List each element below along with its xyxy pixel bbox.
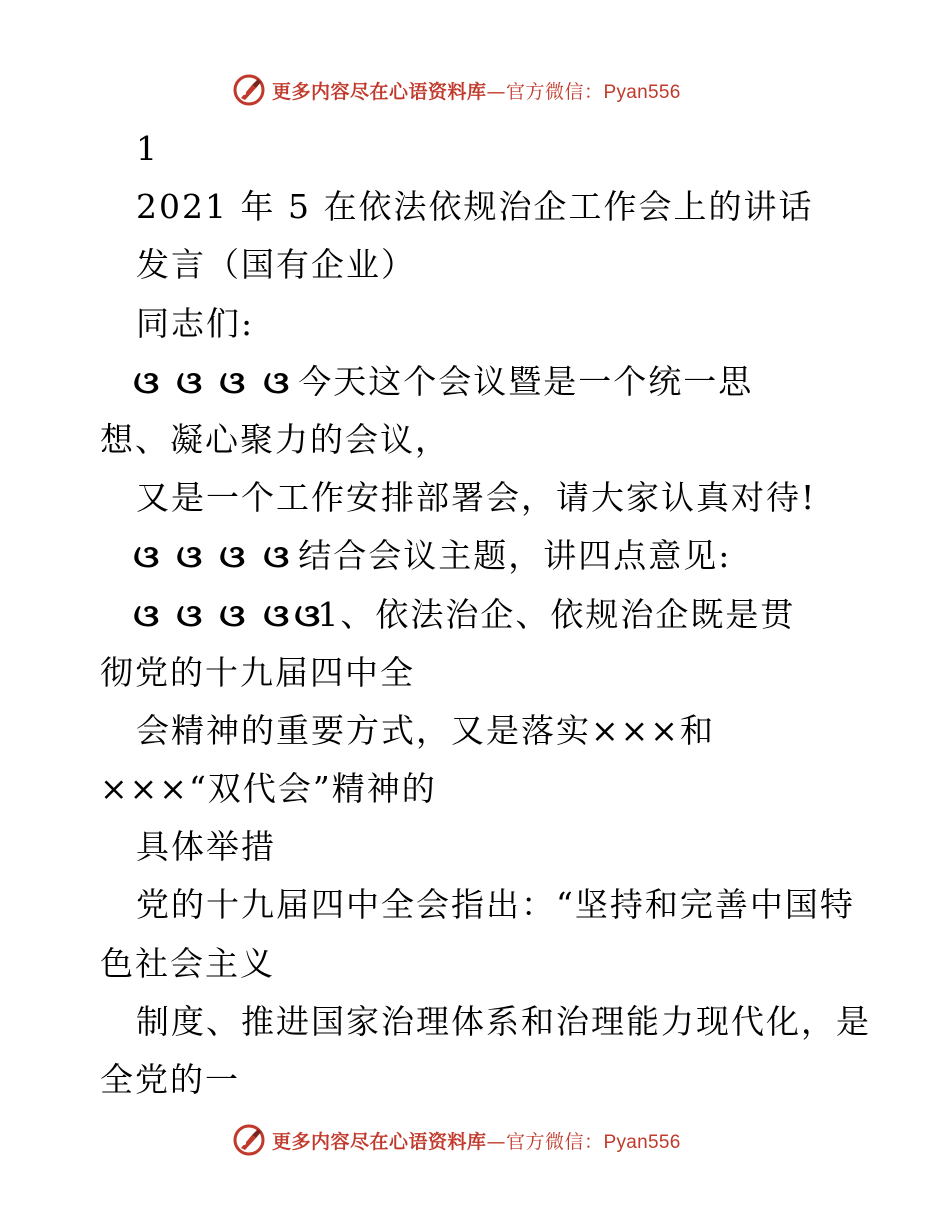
bullet-ornament-icon: ଓ [294, 598, 320, 634]
pen-circle-logo-icon [232, 73, 266, 107]
paragraph-4-continuation: 色社会主义 [100, 943, 275, 983]
bullet-ornament-icon: ଓ [176, 540, 203, 576]
footer-banner [232, 1122, 732, 1158]
paragraph-4-first-line: 党的十九届四中全会指出：“坚持和完善中国特 [136, 885, 855, 925]
banner-wechat-id: Pyan556 [603, 1131, 681, 1153]
bullet-ornament-icon: ଓ [176, 365, 203, 401]
document-body [100, 120, 871, 1109]
bullet-ornament-icon: ଓ [176, 598, 203, 634]
document-title-line1: 2021 年 5 在依法依规治企工作会上的讲话 [136, 187, 814, 227]
paragraph-1-next: 又是一个工作安排部署会，请大家认真对待! [136, 478, 817, 518]
paragraph-1-first-line [100, 353, 860, 411]
paragraph-3-end: 具体举措 [136, 827, 276, 867]
pen-circle-logo-icon [232, 1123, 266, 1157]
bullet-ornament-icon: ଓ [262, 540, 289, 576]
page-number: 1 [136, 129, 159, 168]
banner-site-name: 更多内容尽在心语资料库 [272, 80, 487, 103]
header-banner [232, 72, 732, 108]
paragraph-3-continuation: 彻党的十九届四中全 [100, 652, 415, 692]
paragraph-4-next: 制度、推进国家治理体系和治理能力现代化，是 [136, 1001, 871, 1041]
bullet-ornament-icon: ଓ [133, 598, 160, 634]
salutation: 同志们: [136, 303, 255, 343]
paragraph-text: 今天这个会议暨是一个统一思 [298, 361, 754, 401]
bullet-ornament-icon: ଓ [219, 540, 246, 576]
paragraph-3-first-line [100, 586, 860, 644]
bullet-group [133, 586, 320, 646]
banner-text [272, 1127, 681, 1154]
paragraph-text: 结合会议主题，讲四点意见: [298, 536, 732, 576]
document-title-line2: 发言（国有企业） [136, 245, 416, 285]
bullet-ornament-icon: ଓ [262, 598, 289, 634]
bullet-ornament-icon: ଓ [219, 365, 246, 401]
bullet-group [133, 527, 298, 587]
banner-site-name: 更多内容尽在心语资料库 [272, 1130, 487, 1153]
banner-wechat-label: —官方微信： [486, 1130, 604, 1153]
bullet-group [133, 353, 298, 413]
paragraph-4-end: 全党的一 [100, 1060, 240, 1099]
banner-wechat-label: —官方微信： [486, 80, 604, 103]
paragraph-3-next: 会精神的重要方式，又是落实×××和 [136, 710, 715, 750]
banner-wechat-id: Pyan556 [603, 81, 681, 103]
bullet-ornament-icon: ଓ [133, 540, 160, 576]
bullet-ornament-icon: ଓ [133, 365, 160, 401]
banner-text [272, 77, 681, 104]
paragraph-1-continuation: 想、凝心聚力的会议， [100, 419, 450, 459]
paragraph-2 [100, 527, 860, 585]
paragraph-text: 1、依法治企、依规治企既是贯 [317, 594, 796, 634]
bullet-ornament-icon: ଓ [262, 365, 289, 401]
paragraph-3-next2: ×××“双代会”精神的 [100, 769, 437, 809]
bullet-ornament-icon: ଓ [219, 598, 246, 634]
